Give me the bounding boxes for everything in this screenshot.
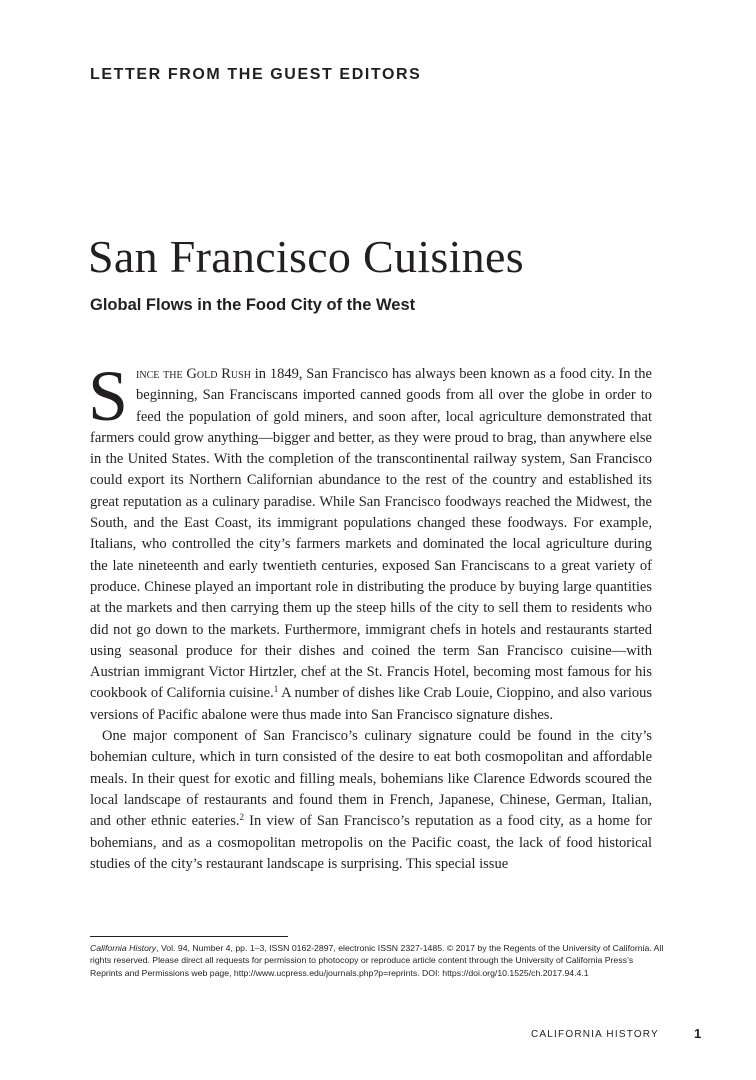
page-number: 1 [694, 1026, 702, 1041]
paragraph-2-text-b: In view of San Francisco’s reputation as a food city, as a home for bohemians, and as a cosmopolitan metropolis on the Pacific coast, the lack of food historical studies of the city’s restaurant landscape is surprising. This special issue [90, 813, 653, 872]
footnote-journal-name: California History [90, 943, 157, 953]
footnote-ref-1[interactable]: 1 [273, 684, 279, 695]
running-footer: CALIFORNIA HISTORY [531, 1029, 659, 1040]
footnote-text: , Vol. 94, Number 4, pp. 1–3, ISSN 0162-2897, electronic ISSN 2327-1485. © 2017 by the Regents of the University of California. All rights reserved. Please direct all requests for permission to photocopy or reproduce article content through the University of California Press’s Reprints and Permissions web page, http://www.ucpress.edu/journals.php?p=reprints. DOI: https://doi.org/10.1525/ch.2017.94.4.1 [90, 943, 664, 978]
article-title: San Francisco Cuisines [88, 231, 524, 282]
copyright-footnote [90, 942, 664, 979]
body-paragraph-2 [90, 726, 652, 875]
article-subtitle: Global Flows in the Food City of the West [90, 296, 416, 314]
paragraph-1-text-b: A number of dishes like Crab Louie, Cioppino, and also various versions of Pacific abalone were thus made into San Francisco signature dishes. [90, 685, 653, 723]
paragraph-1-text-a: in 1849, San Francisco has always been known as a food city. In the beginning, San Franciscans imported canned goods from all over the globe in order to feed the population of gold miners, and soon after, local agriculture demonstrated that farmers could grow anything—bigger and better, as they were proud to brag, than anywhere else in the United States. With the completion of the transcontinental railway system, San Francisco could export its Northern Californian abundance to the rest of the country and established its great reputation as a culinary paradise. While San Francisco foodways reached the Midwest, the South, and the East Coast, its immigrant populations changed these foodways. For example, Italians, who controlled the city’s farmers markets and dominated the local agriculture during the late nineteenth and early twentieth centuries, exposed San Franciscans to a great variety of produce. Chinese played an important role in distributing the produce by buying large quantities at the markets and then carrying them up the steep hills of the city to sell them to residents who did not go down to the markets. Furthermore, immigrant chefs in hotels and restaurants started using seasonal produce for their dishes and coined the term San Francisco cuisine—with Austrian immigrant Victor Hirtzler, chef at the St. Francis Hotel, becoming most famous for his cookbook of California cuisine. [90, 366, 652, 702]
footnote-ref-2[interactable]: 2 [239, 812, 244, 823]
section-heading: LETTER FROM THE GUEST EDITORS [90, 66, 422, 83]
footnote-divider [90, 936, 288, 937]
paragraph-2-text-a: One major component of San Francisco’s culinary signature could be found in the city’s bohemian culture, which in turn consisted of the desire to eat both cosmopolitan and affordable meals. In their quest for exotic and filling meals, bohemians like Clarence Edwords scoured the local landscape of restaurants and found them in French, Japanese, Chinese, German, Italian, and other ethnic eateries. [90, 728, 652, 830]
body-paragraph-1 [88, 356, 653, 726]
drop-cap: S [88, 356, 129, 436]
opening-smallcaps: ince the Gold Rush [136, 366, 251, 382]
article-body [88, 356, 653, 875]
